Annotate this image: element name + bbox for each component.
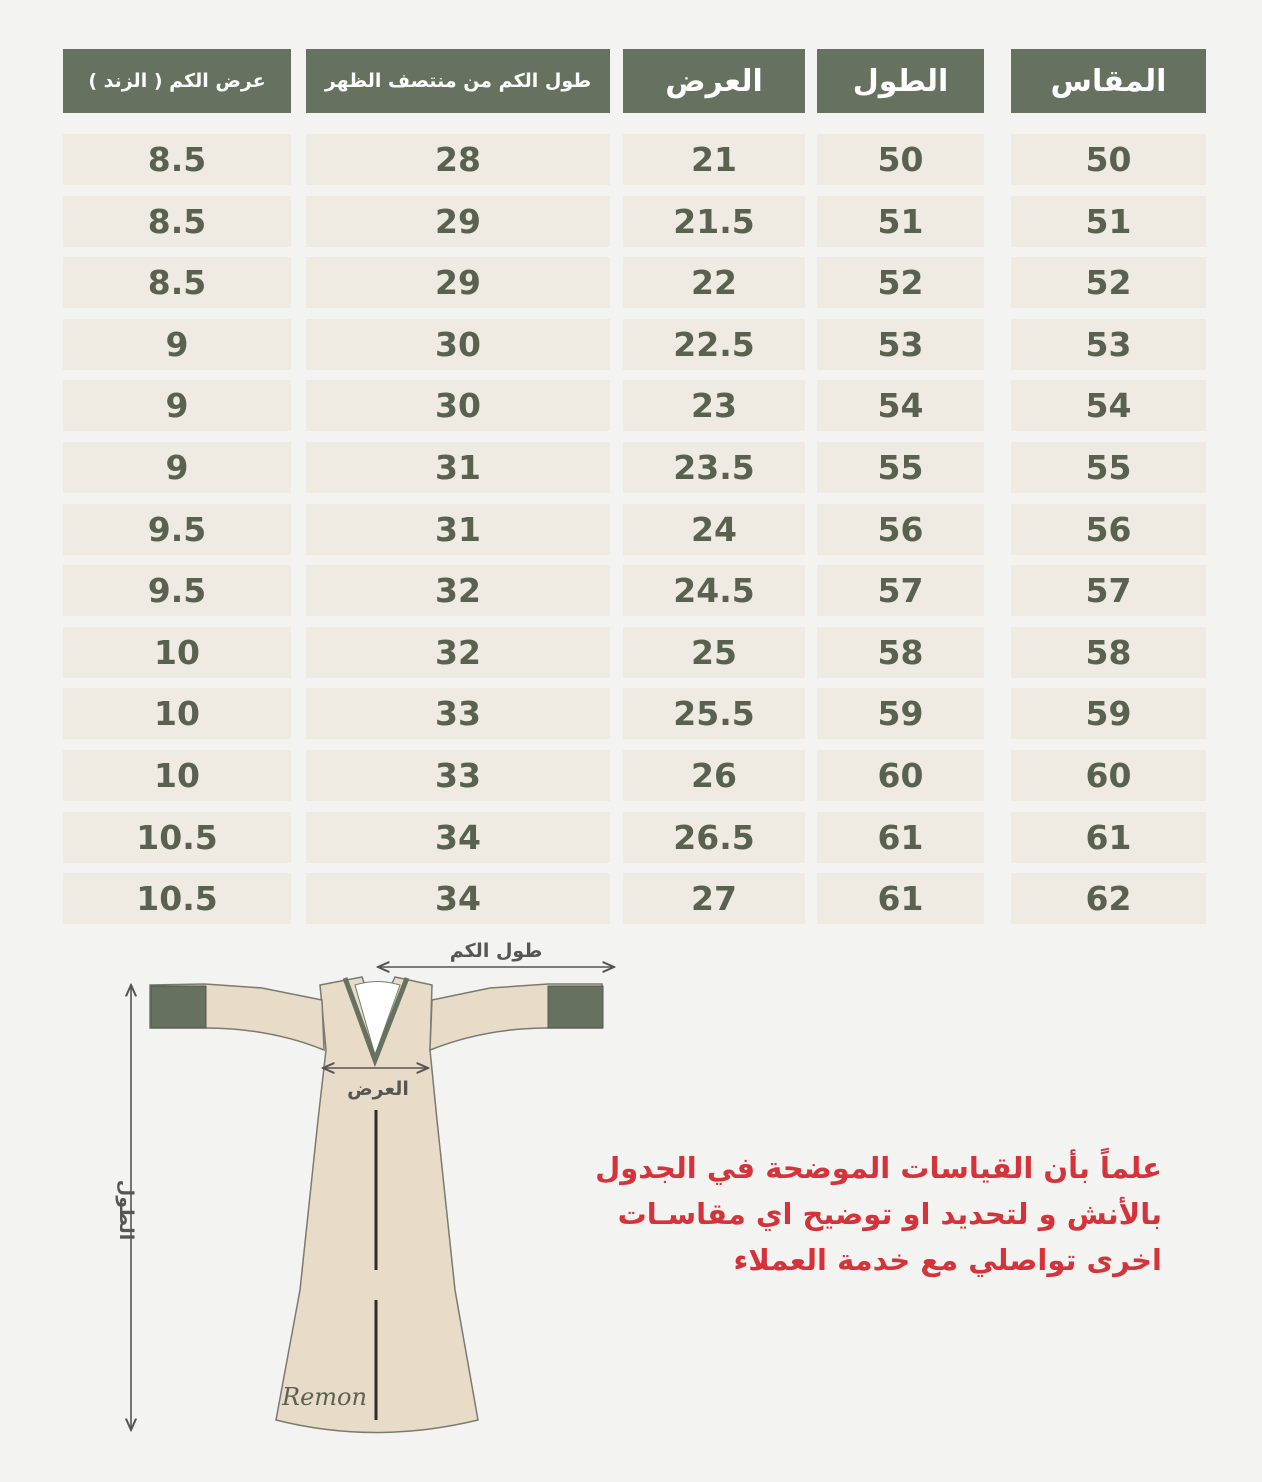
cell-length: 52	[817, 257, 984, 308]
cell-sleeve-width: 10.5	[63, 812, 291, 863]
cell-sleeve-width: 9	[63, 319, 291, 370]
cell-sleeve-length: 33	[306, 688, 610, 739]
cell-length: 55	[817, 442, 984, 493]
cell-width: 27	[623, 873, 805, 924]
cell-length: 57	[817, 565, 984, 616]
cell-width: 23.5	[623, 442, 805, 493]
cell-sleeve-length: 30	[306, 319, 610, 370]
header-size: المقاس	[1011, 49, 1206, 113]
sleeve-length-label: طول الكم	[449, 940, 543, 962]
cell-sleeve-length: 32	[306, 565, 610, 616]
note-line-1: علماً بأن القياسات الموضحة في الجدول	[595, 1151, 1162, 1185]
cell-width: 26.5	[623, 812, 805, 863]
header-length: الطول	[817, 49, 984, 113]
cell-width: 26	[623, 750, 805, 801]
cell-size: 54	[1011, 380, 1206, 431]
cell-width: 23	[623, 380, 805, 431]
cell-length: 56	[817, 504, 984, 555]
cell-length: 61	[817, 873, 984, 924]
cell-sleeve-length: 28	[306, 134, 610, 185]
cell-length: 58	[817, 627, 984, 678]
brand-logo: Remon	[282, 1383, 367, 1411]
cell-width: 22	[623, 257, 805, 308]
cell-length: 53	[817, 319, 984, 370]
cell-sleeve-width: 10	[63, 627, 291, 678]
cell-width: 21	[623, 134, 805, 185]
note-line-2: بالأنش و لتحديد او توضيح اي مقاسـات	[617, 1197, 1162, 1231]
cell-length: 60	[817, 750, 984, 801]
cell-size: 56	[1011, 504, 1206, 555]
cell-length: 59	[817, 688, 984, 739]
cell-sleeve-length: 33	[306, 750, 610, 801]
cell-sleeve-width: 8.5	[63, 196, 291, 247]
cell-sleeve-width: 9	[63, 442, 291, 493]
cell-sleeve-length: 30	[306, 380, 610, 431]
cell-size: 60	[1011, 750, 1206, 801]
cell-sleeve-width: 8.5	[63, 134, 291, 185]
header-width: العرض	[623, 49, 805, 113]
cell-sleeve-width: 9.5	[63, 504, 291, 555]
cell-sleeve-width: 9.5	[63, 565, 291, 616]
cell-size: 58	[1011, 627, 1206, 678]
cell-width: 24	[623, 504, 805, 555]
header-sleeve-length: طول الكم من منتصف الظهر	[306, 49, 610, 113]
cell-size: 61	[1011, 812, 1206, 863]
note-line-3: اخرى تواصلي مع خدمة العملاء	[733, 1243, 1162, 1277]
cell-size: 50	[1011, 134, 1206, 185]
cell-sleeve-length: 29	[306, 196, 610, 247]
cell-size: 51	[1011, 196, 1206, 247]
cell-width: 25	[623, 627, 805, 678]
cell-sleeve-length: 34	[306, 812, 610, 863]
cell-sleeve-width: 8.5	[63, 257, 291, 308]
cell-sleeve-length: 29	[306, 257, 610, 308]
cell-sleeve-width: 10.5	[63, 873, 291, 924]
cell-size: 52	[1011, 257, 1206, 308]
cell-length: 50	[817, 134, 984, 185]
cell-sleeve-width: 9	[63, 380, 291, 431]
cell-sleeve-length: 31	[306, 442, 610, 493]
dress-illustration	[150, 977, 603, 1433]
width-label: العرض	[347, 1078, 409, 1100]
cell-sleeve-length: 34	[306, 873, 610, 924]
cell-sleeve-length: 31	[306, 504, 610, 555]
cell-size: 55	[1011, 442, 1206, 493]
cell-length: 54	[817, 380, 984, 431]
cell-length: 51	[817, 196, 984, 247]
cell-length: 61	[817, 812, 984, 863]
cell-size: 59	[1011, 688, 1206, 739]
cell-size: 62	[1011, 873, 1206, 924]
header-sleeve-width: عرض الكم ( الزند )	[63, 49, 291, 113]
cell-size: 57	[1011, 565, 1206, 616]
cell-width: 21.5	[623, 196, 805, 247]
cell-sleeve-width: 10	[63, 688, 291, 739]
cell-width: 24.5	[623, 565, 805, 616]
cell-size: 53	[1011, 319, 1206, 370]
measurement-note	[595, 1145, 1162, 1283]
cell-width: 22.5	[623, 319, 805, 370]
cell-sleeve-length: 32	[306, 627, 610, 678]
cell-width: 25.5	[623, 688, 805, 739]
length-label: الطول	[115, 1179, 137, 1241]
cell-sleeve-width: 10	[63, 750, 291, 801]
